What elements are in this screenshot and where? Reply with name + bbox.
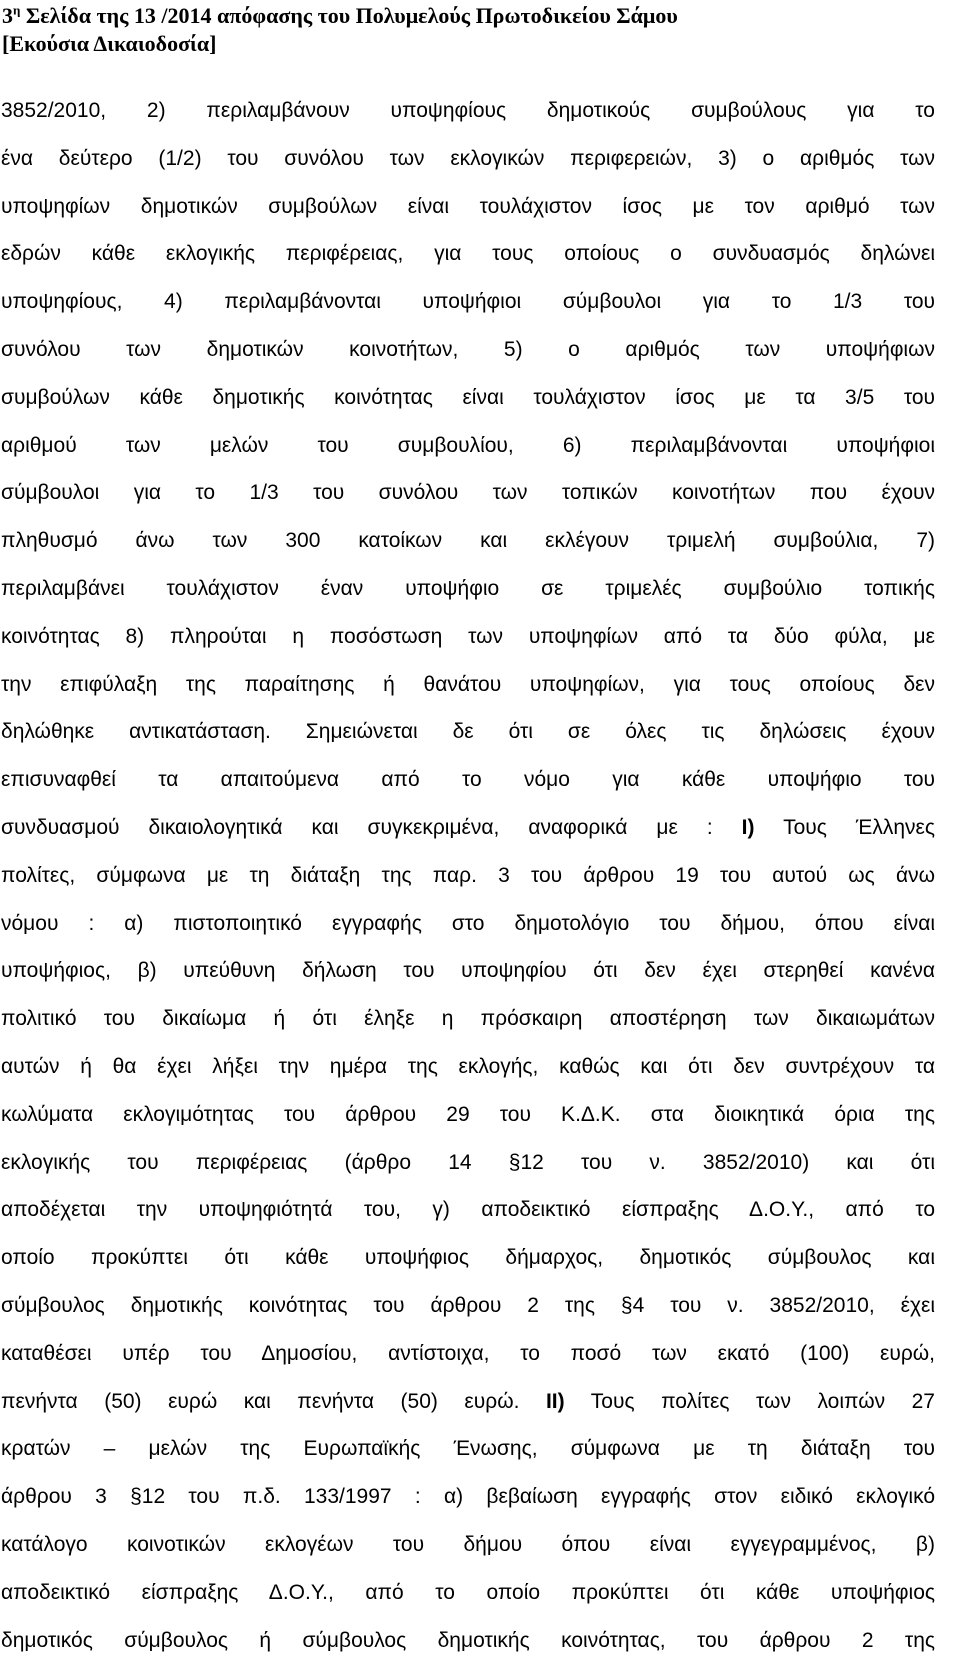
header-ordinal-suffix: η xyxy=(13,3,20,18)
header-jurisdiction: [Εκούσια Δικαιοδοσία] xyxy=(2,30,942,58)
body-line: κρατών – μελών της Ευρωπαϊκής Ένωσης, σύμφωνα με τη διάταξη του xyxy=(1,1425,935,1473)
header-page-number: 3 xyxy=(2,3,13,28)
body-line: αυτών ή θα έχει λήξει την ημέρα της εκλογής, καθώς και ότι δεν συντρέχουν τα xyxy=(1,1043,935,1091)
body-line: υποψηφίων δημοτικών συμβούλων είναι τουλάχιστον ίσος με τον αριθμό των xyxy=(1,183,935,231)
body-line: κατάλογο κοινοτικών εκλογέων του δήμου όπου είναι εγγεγραμμένος, β) xyxy=(1,1521,935,1569)
body-line-text: Τους Έλληνες xyxy=(754,816,935,839)
decision-body-text xyxy=(1,87,935,1664)
body-line-text: Τους πολίτες των λοιπών 27 xyxy=(565,1390,935,1413)
body-line: εκλογικής του περιφέρειας (άρθρο 14 §12 του ν. 3852/2010) και ότι xyxy=(1,1139,935,1187)
section-marker: ΙΙ) xyxy=(546,1390,565,1413)
body-line: υποψήφιος, β) υπεύθυνη δήλωση του υποψηφίου ότι δεν έχει στερηθεί κανένα xyxy=(1,947,935,995)
body-line: πληθυσμό άνω των 300 κατοίκων και εκλέγουν τριμελή συμβούλια, 7) xyxy=(1,517,935,565)
body-line: αποδεικτικό είσπραξης Δ.Ο.Υ., από το οποίο προκύπτει ότι κάθε υποψήφιος xyxy=(1,1569,935,1617)
body-line: επισυναφθεί τα απαιτούμενα από το νόμο για κάθε υποψήφιο του xyxy=(1,756,935,804)
page-header xyxy=(2,2,942,58)
body-line: αποδέχεται την υποψηφιότητά του, γ) αποδεικτικό είσπραξης Δ.Ο.Υ., από το xyxy=(1,1186,935,1234)
body-line: υποψηφίους, 4) περιλαμβάνονται υποψήφιοι σύμβουλοι για το 1/3 του xyxy=(1,278,935,326)
body-line: δημοτικός σύμβουλος ή σύμβουλος δημοτικής κοινότητας, του άρθρου 2 της xyxy=(1,1617,935,1664)
body-line: αριθμού των μελών του συμβουλίου, 6) περιλαμβάνονται υποψήφιοι xyxy=(1,422,935,470)
body-line xyxy=(1,804,935,852)
body-line: κοινότητας 8) πληρούται η ποσόστωση των υποψηφίων από τα δύο φύλα, με xyxy=(1,613,935,661)
body-line: 3852/2010, 2) περιλαμβάνουν υποψηφίους δημοτικούς συμβούλους για το xyxy=(1,87,935,135)
body-line: σύμβουλοι για το 1/3 του συνόλου των τοπικών κοινοτήτων που έχουν xyxy=(1,469,935,517)
body-line: καταθέσει υπέρ του Δημοσίου, αντίστοιχα, το ποσό των εκατό (100) ευρώ, xyxy=(1,1330,935,1378)
body-line: εδρών κάθε εκλογικής περιφέρειας, για τους οποίους ο συνδυασμός δηλώνει xyxy=(1,230,935,278)
body-line: σύμβουλος δημοτικής κοινότητας του άρθρου 2 της §4 του ν. 3852/2010, έχει xyxy=(1,1282,935,1330)
body-line: δηλώθηκε αντικατάσταση. Σημειώνεται δε ότι σε όλες τις δηλώσεις έχουν xyxy=(1,708,935,756)
body-line: νόμου : α) πιστοποιητικό εγγραφής στο δημοτολόγιο του δήμου, όπου είναι xyxy=(1,900,935,948)
body-line: άρθρου 3 §12 του π.δ. 133/1997 : α) βεβαίωση εγγραφής στον ειδικό εκλογικό xyxy=(1,1473,935,1521)
body-line: πολιτικό του δικαίωμα ή ότι έληξε η πρόσκαιρη αποστέρηση των δικαιωμάτων xyxy=(1,995,935,1043)
body-line: την επιφύλαξη της παραίτησης ή θανάτου υποψηφίων, για τους οποίους δεν xyxy=(1,661,935,709)
body-line: ένα δεύτερο (1/2) του συνόλου των εκλογικών περιφερειών, 3) ο αριθμός των xyxy=(1,135,935,183)
body-line: πολίτες, σύμφωνα με τη διάταξη της παρ. 3 του άρθρου 19 του αυτού ως άνω xyxy=(1,852,935,900)
section-marker: Ι) xyxy=(742,816,755,839)
body-line-text: πενήντα (50) ευρώ και πενήντα (50) ευρώ. xyxy=(1,1390,546,1413)
header-decision-reference: Σελίδα της 13 /2014 απόφασης του Πολυμελούς Πρωτοδικείου Σάμου xyxy=(20,3,677,28)
body-line: κωλύματα εκλογιμότητας του άρθρου 29 του Κ.Δ.Κ. στα διοικητικά όρια της xyxy=(1,1091,935,1139)
body-line xyxy=(1,1378,935,1426)
body-line: περιλαμβάνει τουλάχιστον έναν υποψήφιο σε τριμελές συμβούλιο τοπικής xyxy=(1,565,935,613)
body-line: συμβούλων κάθε δημοτικής κοινότητας είναι τουλάχιστον ίσος με τα 3/5 του xyxy=(1,374,935,422)
header-title xyxy=(2,2,942,30)
body-line: οποίο προκύπτει ότι κάθε υποψήφιος δήμαρχος, δημοτικός σύμβουλος και xyxy=(1,1234,935,1282)
body-line: συνόλου των δημοτικών κοινοτήτων, 5) ο αριθμός των υποψήφιων xyxy=(1,326,935,374)
body-line-text: συνδυασμού δικαιολογητικά και συγκεκριμένα, αναφορικά με : xyxy=(1,816,742,839)
